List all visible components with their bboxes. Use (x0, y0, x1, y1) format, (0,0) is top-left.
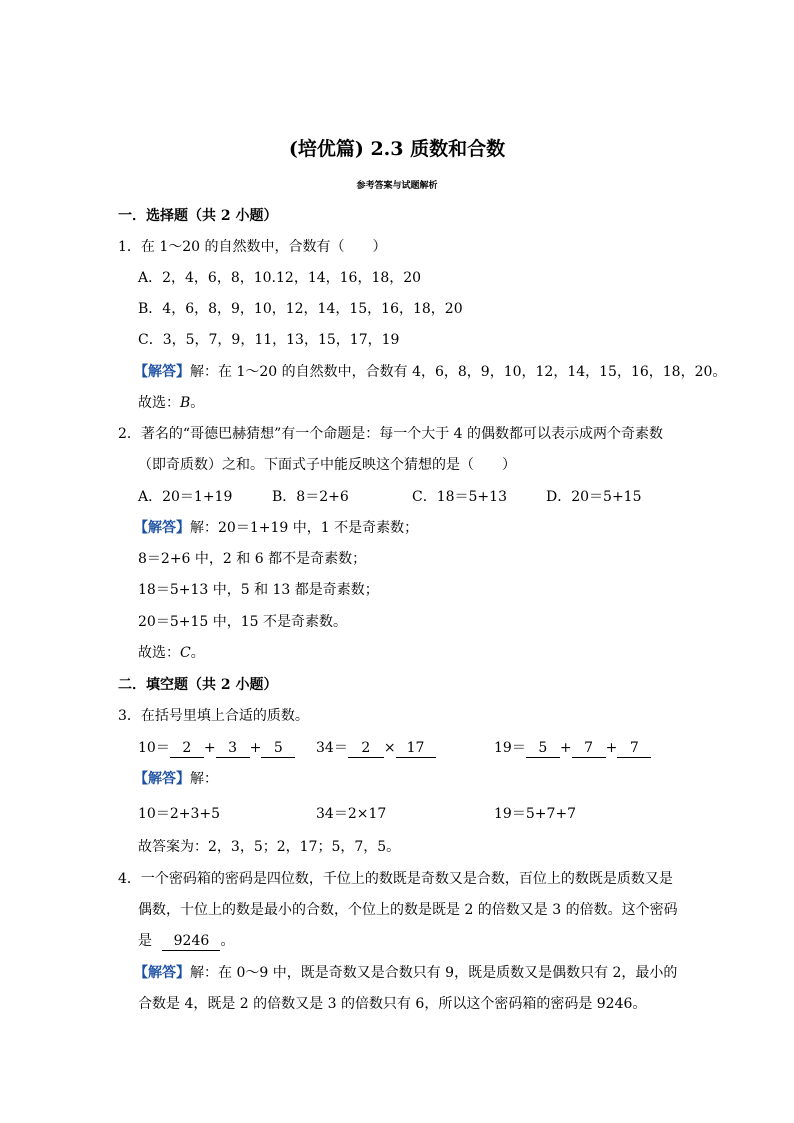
choice-prefix: 故选： (138, 645, 180, 661)
equation-lhs: 19＝ (494, 740, 526, 756)
question-2-option-a: A．20＝1+19 (138, 489, 233, 505)
question-3-stem: 3．在括号里填上合适的质数。 (118, 708, 309, 724)
stem-prefix: 是 (138, 933, 152, 949)
question-4-stem-line2: 偶数，十位上的数是最小的合数，个位上的数是既是 2 的倍数又是 3 的倍数。这个密码 (138, 902, 678, 918)
choice-prefix: 故选： (138, 395, 180, 411)
answer-blank: 17 (396, 739, 436, 758)
question-3-answer (134, 769, 218, 789)
question-2-choice (138, 643, 205, 663)
question-3-result-1: 10＝2+3+5 (138, 806, 220, 822)
answer-tag: 【解答】 (134, 520, 190, 536)
answer-tag: 【解答】 (134, 364, 190, 380)
question-2-answer-line3: 18＝5+13 中，5 和 13 都是奇素数； (138, 582, 379, 598)
operator: + (605, 740, 618, 756)
section-heading-choice: 一．选择题（共 2 小题） (118, 208, 278, 224)
answer-text: 解： (190, 771, 218, 787)
question-1-option-a: A．2，4，6，8，10.12，14，16，18，20 (138, 270, 422, 286)
answer-blank: 5 (526, 739, 560, 758)
page-title: (培优篇) 2.3 质数和合数 (288, 138, 506, 160)
section-heading-fill: 二．填空题（共 2 小题） (118, 677, 278, 693)
answer-tag: 【解答】 (134, 771, 190, 787)
answer-blank: 3 (216, 739, 250, 758)
operator: + (559, 740, 572, 756)
question-3-result-3: 19＝5+7+7 (494, 806, 576, 822)
answer-blank: 7 (572, 739, 606, 758)
question-4-stem-line1: 4．一个密码箱的密码是四位数，千位上的数既是奇数又是合数，百位上的数既是质数又是 (118, 871, 673, 887)
question-1-stem: 1．在 1～20 的自然数中，合数有（ ） (118, 239, 387, 255)
question-2-answer (134, 518, 418, 538)
equation-lhs: 34＝ (316, 740, 348, 756)
question-2-option-b: B．8＝2+6 (272, 489, 349, 505)
question-2-stem-line2: （即奇质数）之和。下面式子中能反映这个猜想的是（ ） (138, 457, 516, 473)
question-1-option-b: B．4，6，8，9，10，12，14，15，16，18，20 (138, 301, 463, 317)
stem-suffix: 。 (220, 933, 235, 949)
page-subtitle: 参考答案与试题解析 (356, 181, 438, 191)
answer-blank: 9246 (162, 932, 220, 951)
question-3-equation-3 (494, 738, 651, 758)
question-4-stem-line3 (138, 931, 234, 951)
equation-lhs: 10＝ (138, 740, 170, 756)
answer-text: 解：在 1～20 的自然数中，合数有 4，6，8，9，10，12，14，15，16，18，20。 (190, 364, 727, 380)
answer-blank: 2 (170, 739, 204, 758)
answer-blank: 7 (617, 739, 651, 758)
question-4-answer (134, 963, 677, 983)
question-2-answer-line2: 8＝2+6 中，2 和 6 都不是奇素数； (138, 551, 367, 567)
operator: × (383, 740, 396, 756)
answer-text: 解：20＝1+19 中，1 不是奇素数； (190, 520, 419, 536)
answer-tag: 【解答】 (134, 965, 190, 981)
question-2-option-d: D．20＝5+15 (546, 489, 642, 505)
answer-blank: 2 (348, 739, 384, 758)
question-3-result-2: 34＝2×17 (316, 806, 387, 822)
answer-text: 解：在 0～9 中，既是奇数又是合数只有 9，既是质数又是偶数只有 2，最小的 (190, 965, 678, 981)
question-3-equation-2 (316, 738, 436, 758)
question-2-stem-line1: 2．著名的“哥德巴赫猜想”有一个命题是：每一个大于 4 的偶数都可以表示成两个奇素数 (118, 426, 664, 442)
question-3-final: 故答案为：2，3，5；2，17；5，7，5。 (138, 839, 401, 855)
operator: + (249, 740, 262, 756)
choice-letter: C (180, 645, 191, 661)
choice-suffix: 。 (190, 395, 205, 411)
question-2-answer-line4: 20＝5+15 中，15 不是奇素数。 (138, 614, 347, 630)
question-1-choice (138, 393, 204, 413)
question-1-option-c: C．3，5，7，9，11，13，15，17，19 (138, 332, 400, 348)
answer-blank: 5 (261, 739, 295, 758)
choice-letter: B (180, 395, 191, 411)
question-1-answer (134, 362, 726, 382)
question-3-equation-1 (138, 738, 295, 758)
operator: + (203, 740, 216, 756)
choice-suffix: 。 (190, 645, 205, 661)
question-4-answer-line2: 合数是 4，既是 2 的倍数又是 3 的倍数只有 6，所以这个密码箱的密码是 9246。 (138, 996, 647, 1012)
question-2-option-c: C．18＝5+13 (412, 489, 507, 505)
